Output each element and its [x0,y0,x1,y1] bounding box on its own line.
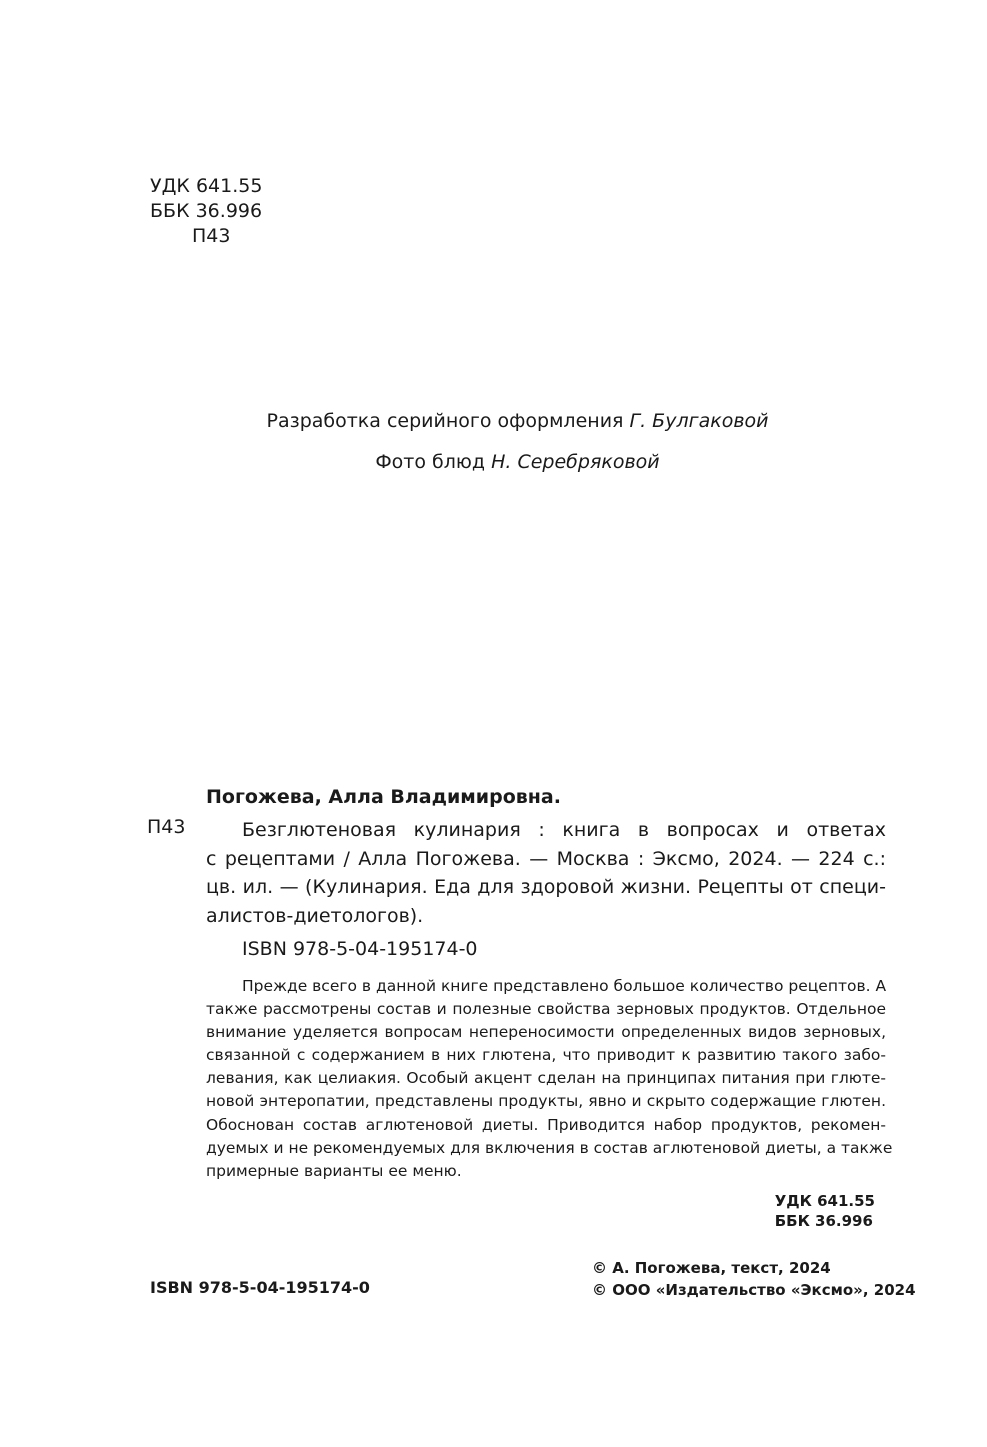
bib-description [206,816,886,930]
photo-credit-name: Н. Серебряковой [491,451,660,473]
udk-code-bottom: УДК 641.55 [774,1192,875,1210]
photo-credit-label: Фото блюд [375,451,486,473]
abstract [206,975,893,1183]
bib-isbn: ISBN 978-5-04-195174-0 [242,938,478,960]
classification-codes [150,174,262,249]
abstract-line: внимание уделяется вопросам непереносимости определенных видов зерновых, [206,1023,886,1042]
author-mark: П43 [192,225,231,247]
bib-author: Погожева, Алла Владимировна. [206,786,561,808]
abstract-line: новой энтеропатии, представлены продукты, явно и скрыто содержащие глютен. [206,1092,886,1111]
bbk-code: ББК 36.996 [150,200,263,222]
abstract-line: связанной с содержанием в них глютена, что приводит к развитию такого забо- [206,1046,886,1065]
copyright-author: © А. Погожева, текст, 2024 [592,1259,831,1277]
design-credit [0,410,987,432]
design-credit-label: Разработка серийного оформления [266,410,624,432]
bib-line: алистов-диетологов). [206,904,424,927]
bib-line: цв. ил. — (Кулинария. Еда для здоровой жизни. Рецепты от специ- [206,876,886,898]
abstract-line: левания, как целиакия. Особый акцент сделан на принципах питания при глюте- [206,1069,886,1088]
classification-codes-bottom [775,1191,875,1231]
copyright-publisher: © ООО «Издательство «Эксмо», 2024 [592,1281,916,1299]
abstract-line: Прежде всего в данной книге представлено большое количество рецептов. А [242,977,887,995]
udk-code: УДК 641.55 [150,175,263,197]
abstract-line: Обоснован состав аглютеновой диеты. Приводится набор продуктов, рекомен- [206,1115,886,1134]
copyright-block [592,1257,916,1301]
abstract-line: также рассмотрены состав и полезные свойства зерновых продуктов. Отдельное [206,1000,886,1019]
design-credit-name: Г. Булгаковой [629,410,769,432]
bib-line: Безглютеновая кулинария : книга в вопросах и ответах [242,819,886,841]
isbn-footer: ISBN 978-5-04-195174-0 [150,1278,370,1297]
bbk-code-bottom: ББК 36.996 [774,1212,873,1230]
abstract-line: примерные варианты ее меню. [206,1161,462,1180]
bib-index: П43 [147,816,186,838]
photo-credit [0,451,987,473]
abstract-line: дуемых и не рекомендуемых для включения в состав аглютеновой диеты, а также [206,1138,893,1157]
bib-line: с рецептами / Алла Погожева. — Москва : Эксмо, 2024. — 224 с.: [206,847,886,870]
